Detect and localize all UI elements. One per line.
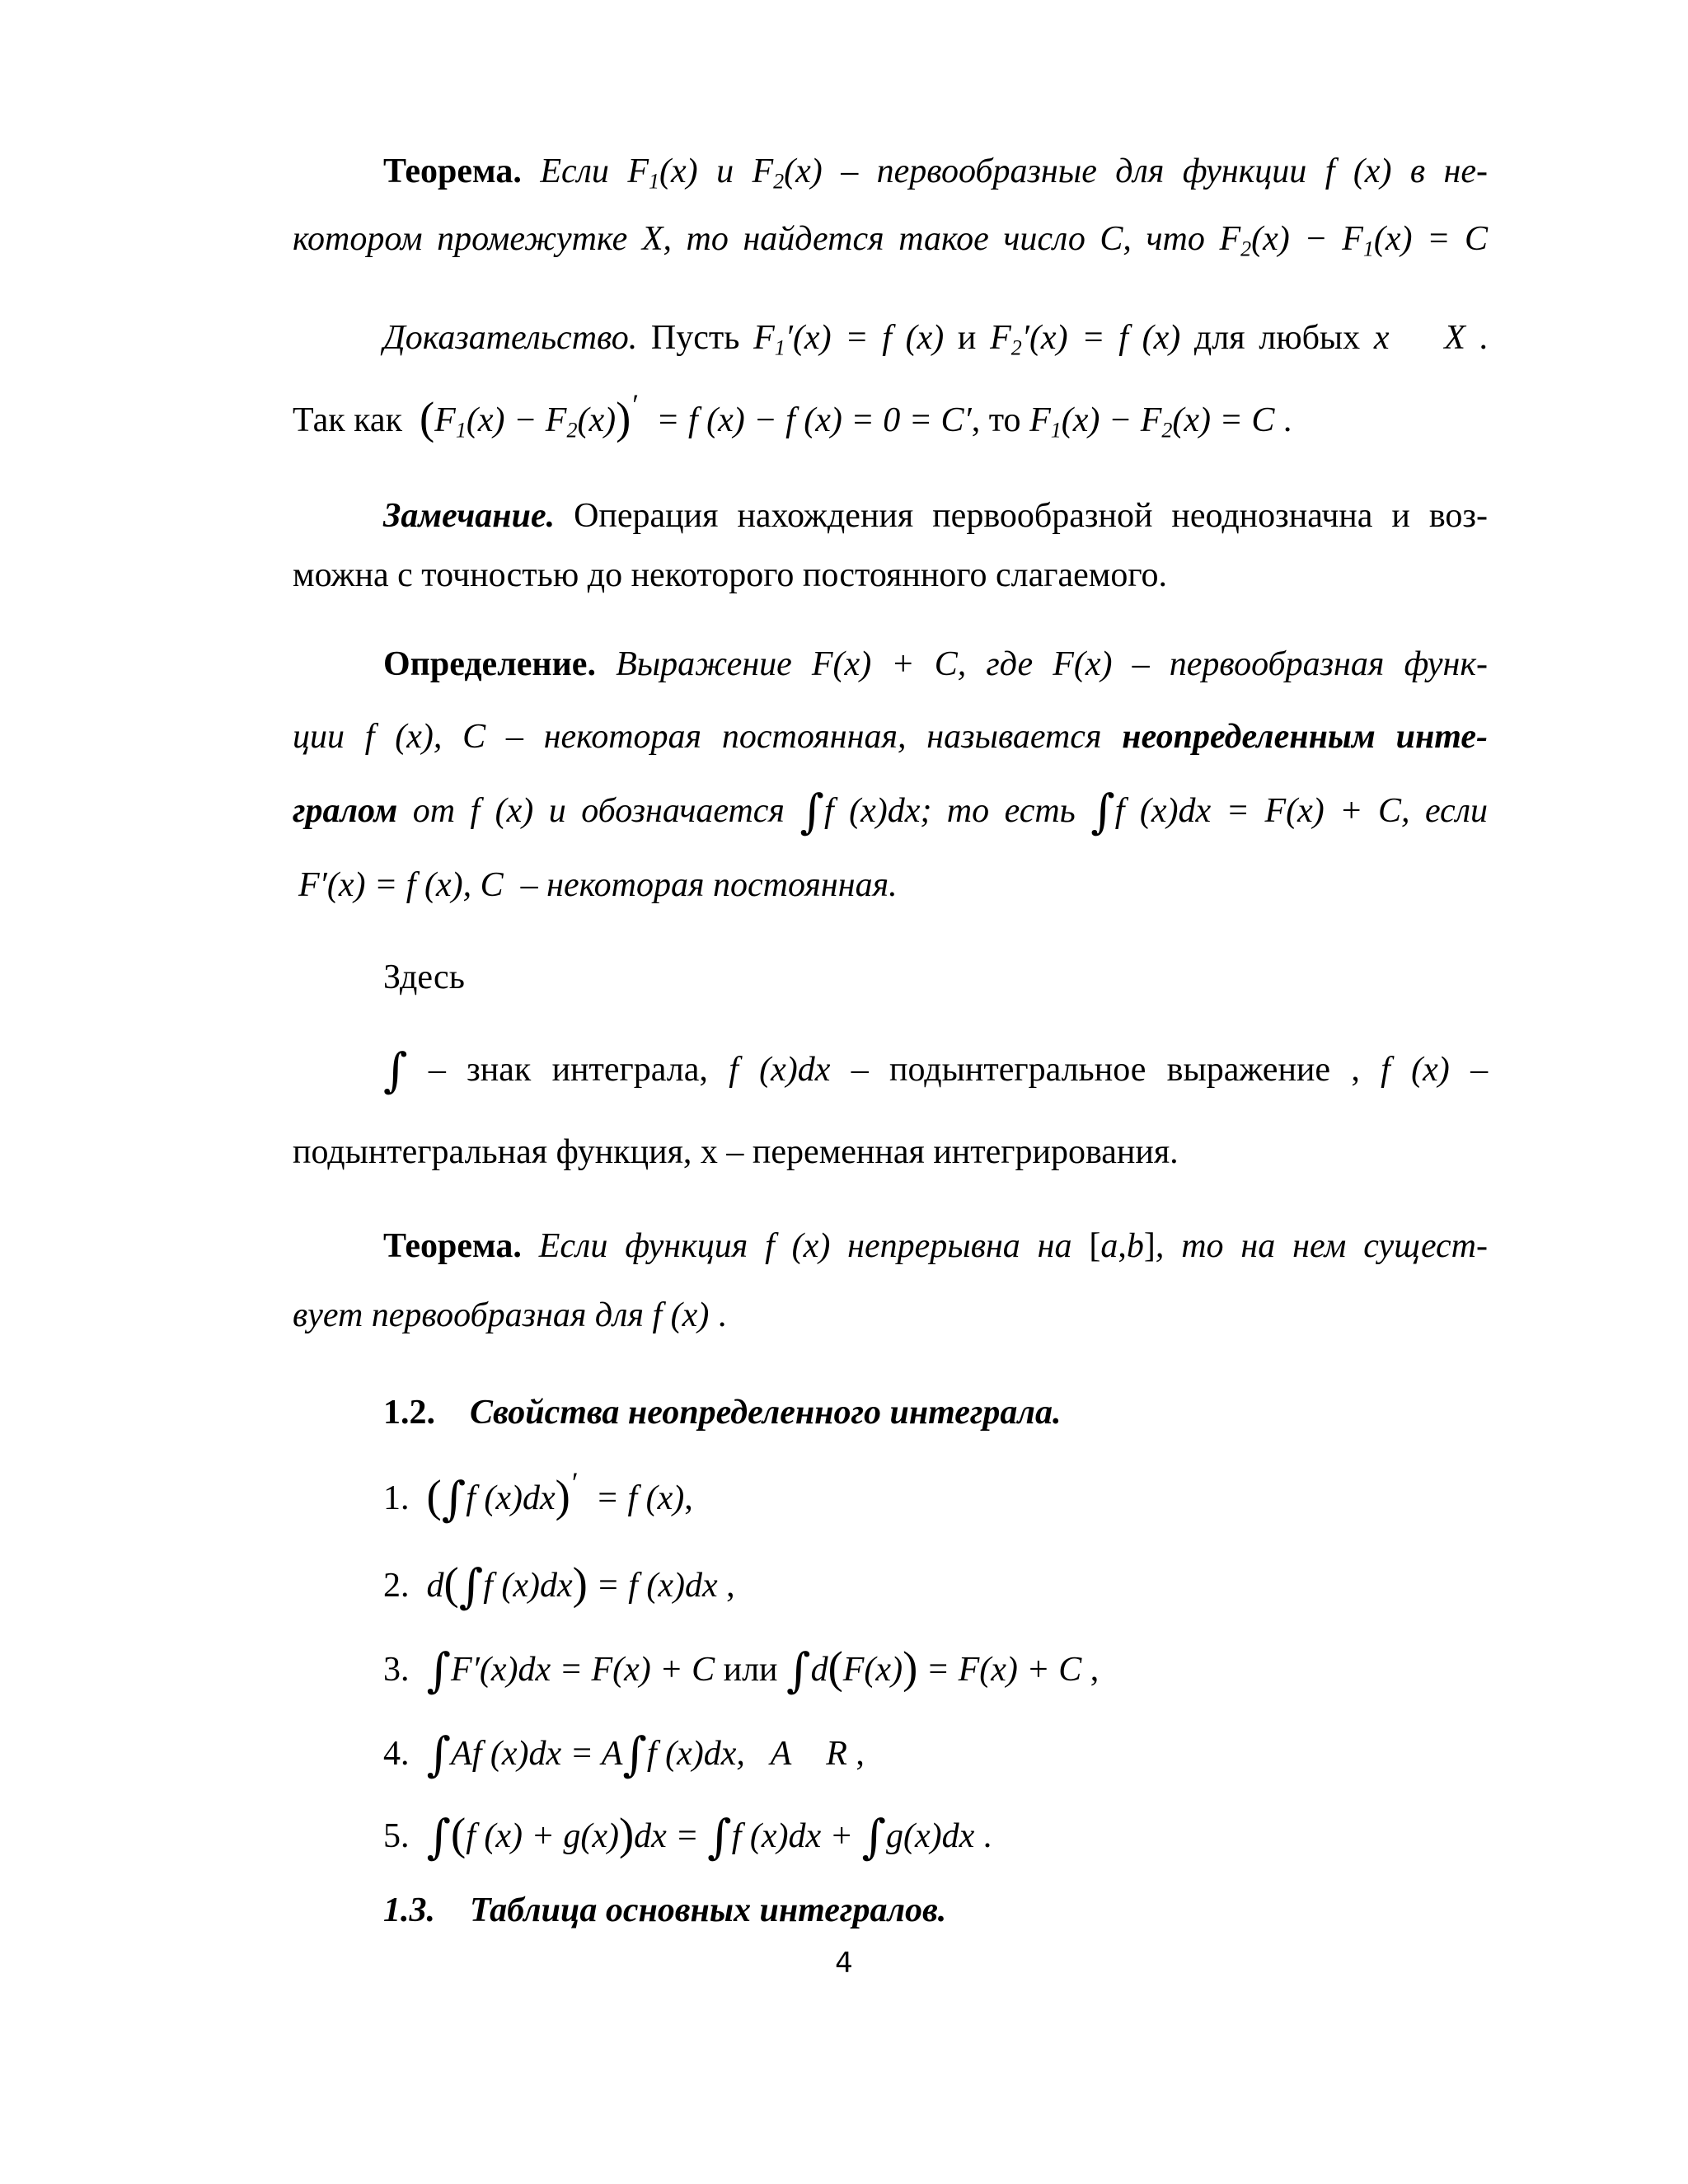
here-line: Здесь [383, 958, 465, 996]
integral-sign-icon: ∫ [861, 1809, 887, 1864]
integral-sign-icon: ∫ [799, 784, 824, 839]
formula-F2: $F_2(x)$ [752, 152, 823, 194]
integral-sign-icon: ∫ [622, 1727, 647, 1782]
integral-sign-icon: ∫ [426, 1643, 452, 1698]
integral-sign-icon: ∫ [426, 1809, 452, 1864]
remark-line2: можна с точностью до некоторого постоянного слагаемого. [293, 556, 1168, 594]
section-1-3-heading: 1.3. Таблица основных интегралов. [383, 1891, 947, 1929]
formula-F1: $F_1(x)$ [627, 152, 698, 194]
notation-line2: подынтегральная функция, x – переменная интегрирования. [293, 1133, 1179, 1171]
property-2: 2. d(∫f (x)dx) = f (x)dx , [383, 1558, 735, 1614]
theorem2-line2: вует первообразная для f (x) . [293, 1296, 727, 1334]
property-3: 3. ∫F′(x)dx = F(x) + C или ∫d(F(x)) = F(x) + C , [383, 1642, 1100, 1698]
section-1-2-heading: 1.2. Свойства неопределенного интеграла. [383, 1394, 1062, 1432]
definition-line3: гралом от f (x) и обозначается ∫f (x)dx; то есть ∫f (x)dx = F(x) + C, если [293, 784, 1489, 839]
integral-sign-icon: ∫ [383, 1043, 408, 1098]
integral-sign-icon: ∫ [786, 1643, 811, 1698]
formula-F2-minus-F1: $F_2(x) - F_1(x) = C$ [1219, 220, 1489, 261]
integral-sign-icon: ∫ [1090, 784, 1115, 839]
term-indefinite-integral: неопределенным инте- [1122, 718, 1488, 756]
definition-line2: ции f (x), C – некоторая постоянная, называется неопределенным инте- [293, 718, 1488, 756]
definition-line1: Определение. Выражение F(x) + C, где F(x) – первообразная функ- [383, 645, 1489, 683]
theorem1-line1: Теорема. Если $F_1(x)$ и $F_2(x)$ – первообразные для функции f (x) в не- [383, 152, 1488, 194]
integral-sign-icon: ∫ [707, 1809, 732, 1864]
integral-sign-icon: ∫ [441, 1471, 467, 1526]
remark-line1: Замечание. Операция нахождения первообразной неоднозначна и воз- [383, 497, 1489, 535]
property-4: 4. ∫Af (x)dx = A∫f (x)dx, A R , [383, 1727, 865, 1782]
proof-line2: Так как $(F_1(x) - F_2(x))' = f$ (x) − f (x) = 0 = C′, то $F_1(x) - F_2(x) = C$ . [293, 388, 1292, 443]
proof-line1: Доказательство. Пусть $F_1'(x) = f$ (x) и $F_2'(x) = f$ (x) для любых x X . [383, 319, 1489, 360]
formula-fx: f (x) [1325, 152, 1392, 190]
proof-label: Доказательство. [383, 319, 638, 357]
theorem2-label: Теорема. [383, 1227, 522, 1265]
formula-derivative-difference: $(F_1(x) - F_2(x))' = f$ (x) − f (x) = 0 = C′ [419, 388, 972, 443]
theorem1-label: Теорема. [383, 152, 522, 190]
property-5: 5. ∫(f (x) + g(x))dx = ∫f (x)dx + ∫g(x)dx . [383, 1808, 992, 1864]
theorem2-line1: Теорема. Если функция f (x) непрерывна на [a,b], то на нем сущест- [383, 1227, 1488, 1265]
remark-label: Замечание. [383, 497, 556, 535]
property-1: 1. (∫f (x)dx)′ = f (x), [383, 1466, 693, 1526]
page-number: 4 [835, 1947, 853, 1980]
definition-line4: F′(x) = f (x), C – некоторая постоянная. [298, 866, 898, 904]
notation-line1: ∫ – знак интеграла, f (x)dx – подынтегральное выражение , f (x) – [383, 1043, 1489, 1098]
integral-sign-icon: ∫ [426, 1727, 452, 1782]
definition-label: Определение. [383, 645, 596, 683]
theorem1-line2: котором промежутке X, то найдется такое число C, что $F_2(x) - F_1(x) = C$ [293, 220, 1489, 261]
integral-sign-icon: ∫ [458, 1558, 484, 1614]
